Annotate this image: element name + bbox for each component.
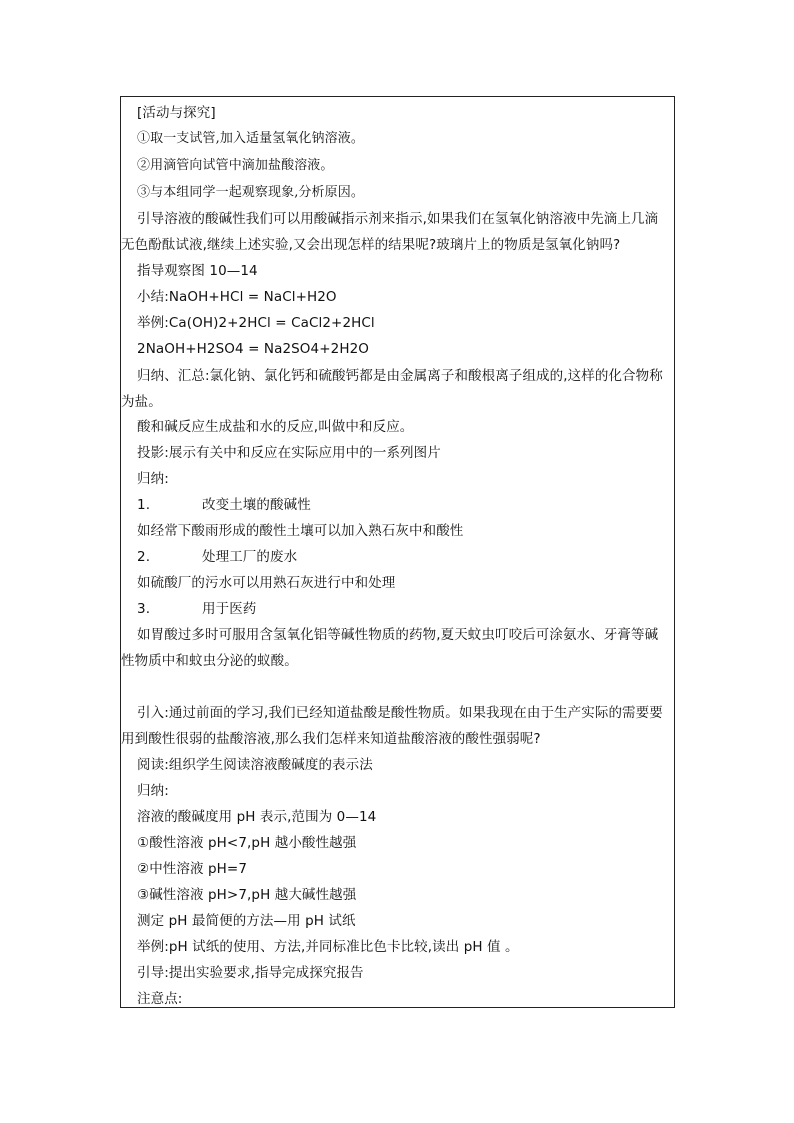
step-1: ①取一支试管,加入适量氢氧化钠溶液。 bbox=[137, 131, 364, 146]
application-2-number: 2. bbox=[137, 549, 151, 565]
conclusion-line-1: 归纳、汇总:氯化钠、氯化钙和硫酸钙都是由金属离子和酸根离子组成的,这样的化合物称 bbox=[137, 368, 663, 384]
observe-figure: 指导观察图 10—14 bbox=[137, 263, 258, 279]
application-3-desc-line-1: 如胃酸过多时可服用含氢氧化铝等碱性物质的药物,夏天蚊虫叮咬后可涂氨水、牙膏等碱 bbox=[137, 627, 659, 643]
notes-label: 注意点: bbox=[137, 991, 183, 1007]
ph-test-method: 测定 pH 最简便的方法—用 pH 试纸 bbox=[137, 913, 356, 929]
guide-line-2: 无色酚酞试液,继续上述实验,又会出现怎样的结果呢?玻璃片上的物质是氢氧化钠吗? bbox=[121, 237, 621, 253]
application-2-title: 处理工厂的废水 bbox=[202, 549, 298, 565]
reading-instruction: 阅读:组织学生阅读溶液酸碱度的表示法 bbox=[137, 757, 373, 773]
conclusion-line-2: 为盐。 bbox=[121, 394, 162, 410]
summarize-label-1: 归纳: bbox=[137, 471, 169, 487]
equation-3: 2NaOH+H2SO4 = Na2SO4+2H2O bbox=[137, 341, 369, 357]
intro-line-1: 引入:通过前面的学习,我们已经知道盐酸是酸性物质。如果我现在由于生产实际的需要要 bbox=[137, 705, 663, 721]
neutralization-definition: 酸和碱反应生成盐和水的反应,叫做中和反应。 bbox=[137, 419, 414, 435]
ph-acidic: ①酸性溶液 pH<7,pH 越小酸性越强 bbox=[137, 835, 357, 851]
application-3-title: 用于医药 bbox=[202, 601, 257, 617]
intro-line-2: 用到酸性很弱的盐酸溶液,那么我们怎样来知道盐酸溶液的酸性强弱呢? bbox=[121, 731, 541, 747]
application-2-desc: 如硫酸厂的污水可以用熟石灰进行中和处理 bbox=[137, 575, 396, 591]
application-1-number: 1. bbox=[137, 497, 151, 513]
application-3-desc-line-2: 性物质中和蚊虫分泌的蚁酸。 bbox=[121, 653, 298, 669]
summary-equation: 小结:NaOH+HCl = NaCl+H2O bbox=[137, 289, 337, 305]
activity-title: [活动与探究] bbox=[137, 105, 216, 121]
guide-line-1: 引导溶液的酸碱性我们可以用酸碱指示剂来指示,如果我们在氢氧化钠溶液中先滴上几滴 bbox=[137, 211, 659, 227]
step-2: ②用滴管向试管中滴加盐酸溶液。 bbox=[137, 158, 334, 173]
application-3-number: 3. bbox=[137, 601, 151, 617]
lead-instruction: 引导:提出实验要求,指导完成探究报告 bbox=[137, 965, 364, 981]
ph-range: 溶液的酸碱度用 pH 表示,范围为 0—14 bbox=[137, 809, 377, 825]
application-1-desc: 如经常下酸雨形成的酸性土壤可以加入熟石灰中和酸性 bbox=[137, 523, 464, 539]
projection-note: 投影:展示有关中和反应在实际应用中的一系列图片 bbox=[137, 445, 441, 461]
application-1-title: 改变土壤的酸碱性 bbox=[202, 497, 311, 513]
summarize-label-2: 归纳: bbox=[137, 783, 169, 799]
ph-test-example: 举例:pH 试纸的使用、方法,并同标准比色卡比较,读出 pH 值 。 bbox=[137, 939, 519, 955]
ph-neutral: ②中性溶液 pH=7 bbox=[137, 861, 248, 877]
ph-basic: ③碱性溶液 pH>7,pH 越大碱性越强 bbox=[137, 887, 357, 903]
example-equation: 举例:Ca(OH)2+2HCl = CaCl2+2HCl bbox=[137, 315, 375, 331]
step-3: ③与本组同学一起观察现象,分析原因。 bbox=[137, 185, 364, 200]
